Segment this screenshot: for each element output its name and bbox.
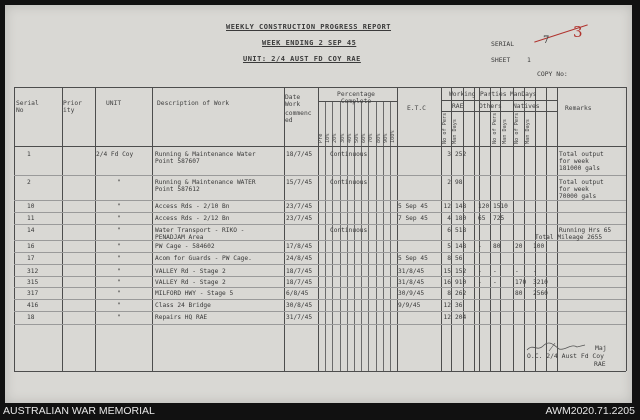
pct-subheader: 90% bbox=[382, 133, 389, 143]
row-divider bbox=[14, 324, 626, 325]
row-others-pers: 65 bbox=[478, 215, 486, 222]
row-etc: 31/8/45 bbox=[398, 268, 425, 275]
grid-vline bbox=[397, 87, 398, 371]
grid-vline bbox=[490, 87, 491, 371]
row-rae-pers: 6 bbox=[447, 227, 451, 234]
row-rae-mandays: 518 bbox=[455, 227, 467, 234]
sheet-label: SHEET bbox=[491, 56, 511, 64]
grid-hline bbox=[14, 87, 626, 88]
row-description: MILFORD HWY - Stage 5 bbox=[155, 290, 234, 297]
row-rae-pers: 12 bbox=[443, 203, 451, 210]
row-etc: 31/8/45 bbox=[398, 279, 425, 286]
document-sheet bbox=[5, 5, 632, 403]
header-date-work: Date Work bbox=[285, 94, 301, 108]
row-divider bbox=[14, 224, 626, 225]
row-serial: 11 bbox=[27, 215, 35, 222]
row-etc: 5 Sep 45 bbox=[398, 255, 428, 262]
header-date-commenced: commenc ed bbox=[285, 110, 312, 124]
row-date-commenced: 31/7/45 bbox=[286, 314, 313, 321]
row-serial: 14 bbox=[27, 227, 35, 234]
row-unit: " bbox=[117, 302, 121, 309]
row-description: Acom for Guards - PW Cage. bbox=[155, 255, 252, 262]
row-date-commenced: 23/7/45 bbox=[286, 215, 313, 222]
row-others-mandays: - bbox=[493, 268, 497, 275]
row-rae-pers: 8 bbox=[447, 290, 451, 297]
workforce-subheader: No of Pers bbox=[514, 112, 520, 144]
row-natives-mandays: 100 bbox=[533, 243, 545, 250]
row-remarks: Total output bbox=[559, 179, 604, 186]
row-rae-pers: 12 bbox=[443, 302, 451, 309]
header-percentage: Percentage Complete bbox=[337, 91, 375, 105]
header-description: Description of Work bbox=[157, 100, 230, 107]
row-rae-mandays: 910 bbox=[455, 279, 467, 286]
row-rae-pers: 3 bbox=[447, 151, 451, 158]
row-natives-mandays: 2560 bbox=[533, 290, 548, 297]
row-serial: 17 bbox=[27, 255, 35, 262]
row-description: Access Rds - 2/10 Bn bbox=[155, 203, 230, 210]
row-remarks: 70000 gals bbox=[559, 193, 597, 200]
row-unit: " bbox=[117, 243, 121, 250]
row-natives-pers: - bbox=[515, 268, 519, 275]
pct-subheader: 20% bbox=[332, 133, 339, 143]
row-rae-mandays: 148 bbox=[455, 203, 467, 210]
row-rae-mandays: 252 bbox=[455, 151, 467, 158]
row-description: Point 587612 bbox=[155, 186, 200, 193]
row-unit: " bbox=[117, 227, 121, 234]
row-unit: " bbox=[117, 255, 121, 262]
row-rae-pers: 15 bbox=[443, 268, 451, 275]
workforce-subheader: Man Days bbox=[525, 119, 531, 144]
pct-subheader: 10% bbox=[325, 133, 332, 143]
row-divider bbox=[14, 252, 626, 253]
signature-title: O.C. 2/4 Aust Fd Coy bbox=[527, 352, 604, 360]
row-description: Point 587607 bbox=[155, 158, 200, 165]
row-remarks: Total output bbox=[559, 151, 604, 158]
row-rae-mandays: 152 bbox=[455, 268, 467, 275]
pct-subheader: 70% bbox=[368, 133, 375, 143]
row-others-pers: 120 bbox=[478, 203, 490, 210]
header-rae: RAE bbox=[452, 103, 464, 110]
row-divider bbox=[14, 175, 626, 176]
row-others-mandays: 725 bbox=[493, 215, 505, 222]
row-natives-pers: 20 bbox=[515, 243, 523, 250]
row-serial: 1 bbox=[27, 151, 31, 158]
row-natives-mandays: 3210 bbox=[533, 279, 548, 286]
grid-hline bbox=[14, 371, 626, 372]
row-unit: " bbox=[117, 314, 121, 321]
row-divider bbox=[14, 200, 626, 201]
row-description: VALLEY Rd - Stage 2 bbox=[155, 279, 226, 286]
pct-subheader: Pre bbox=[318, 133, 324, 143]
row-etc: 9/9/45 bbox=[398, 302, 421, 309]
row-divider bbox=[14, 299, 626, 300]
row-remarks: 181000 gals bbox=[559, 165, 600, 172]
report-title: WEEKLY CONSTRUCTION PROGRESS REPORT bbox=[226, 23, 392, 31]
row-rae-mandays: 36 bbox=[455, 302, 463, 309]
row-natives-mandays: - bbox=[533, 268, 537, 275]
row-etc: 5 Sep 45 bbox=[398, 203, 428, 210]
row-serial: 16 bbox=[27, 243, 35, 250]
pct-subheader: 100% bbox=[390, 130, 396, 143]
row-rae-pers: 16 bbox=[443, 279, 451, 286]
row-description: Running & Maintenance Water bbox=[155, 151, 256, 158]
row-percentage: Continuous bbox=[330, 179, 368, 186]
signature-rank: Maj bbox=[595, 344, 607, 352]
row-remarks: Total Mileage 2655 bbox=[535, 234, 603, 241]
row-rae-mandays: 98 bbox=[455, 179, 463, 186]
serial-value: 7 bbox=[543, 35, 550, 46]
week-ending: WEEK ENDING 2 SEP 45 bbox=[262, 39, 357, 47]
row-rae-pers: 4 bbox=[447, 215, 451, 222]
row-remarks: for week bbox=[559, 186, 589, 193]
row-others-pers: - bbox=[478, 279, 482, 286]
grid-vline bbox=[535, 87, 536, 371]
header-parties: Parties bbox=[480, 91, 507, 98]
row-others-mandays: 1510 bbox=[493, 203, 508, 210]
row-divider bbox=[14, 287, 626, 288]
row-unit: " bbox=[117, 268, 121, 275]
grid-vline bbox=[474, 87, 475, 371]
row-rae-mandays: 262 bbox=[455, 290, 467, 297]
grid-hline bbox=[441, 111, 557, 112]
row-date-commenced: 18/7/45 bbox=[286, 268, 313, 275]
row-date-commenced: 6/8/45 bbox=[286, 290, 309, 297]
serial-label: SERIAL bbox=[491, 40, 515, 48]
pct-subheader: 80% bbox=[375, 133, 382, 143]
grid-vline bbox=[557, 87, 558, 371]
pct-subheader: 50% bbox=[354, 133, 360, 143]
row-divider bbox=[14, 264, 626, 265]
row-description: PW Cage - 584602 bbox=[155, 243, 215, 250]
row-description: VALLEY Rd - Stage 2 bbox=[155, 268, 226, 275]
grid-vline bbox=[62, 87, 63, 371]
row-date-commenced: 15/7/45 bbox=[286, 179, 313, 186]
grid-vline bbox=[284, 87, 285, 371]
row-others-mandays: 80 bbox=[493, 243, 501, 250]
row-rae-pers: 12 bbox=[443, 314, 451, 321]
grid-vline bbox=[14, 87, 15, 371]
row-natives-pers: 80 bbox=[515, 290, 523, 297]
archive-reference: AWM2020.71.2205 bbox=[545, 405, 635, 417]
row-serial: 317 bbox=[27, 290, 39, 297]
row-others-mandays: - bbox=[493, 279, 497, 286]
header-working: Working bbox=[449, 91, 476, 98]
row-serial: 416 bbox=[27, 302, 39, 309]
workforce-subheader: Man Days bbox=[502, 119, 508, 144]
row-rae-mandays: 148 bbox=[455, 243, 467, 250]
row-date-commenced: 30/8/45 bbox=[286, 302, 313, 309]
grid-vline bbox=[626, 87, 627, 371]
row-rae-pers: 8 bbox=[447, 255, 451, 262]
row-serial: 312 bbox=[27, 268, 39, 275]
grid-vline bbox=[546, 87, 547, 371]
row-serial: 10 bbox=[27, 203, 35, 210]
row-etc: 7 Sep 45 bbox=[398, 215, 428, 222]
grid-vline bbox=[500, 87, 501, 371]
header-natives: Natives bbox=[513, 103, 540, 110]
header-mandays: ManDays bbox=[510, 91, 537, 98]
row-percentage: Continuous bbox=[330, 151, 368, 158]
row-date-commenced: 18/7/45 bbox=[286, 279, 313, 286]
row-rae-mandays: 56 bbox=[455, 255, 463, 262]
workforce-subheader: No of Pers bbox=[442, 112, 448, 144]
row-serial: 2 bbox=[27, 179, 31, 186]
header-others: Others bbox=[479, 103, 502, 110]
row-date-commenced: 18/7/45 bbox=[286, 151, 313, 158]
grid-hline bbox=[441, 100, 557, 101]
row-etc: 30/9/45 bbox=[398, 290, 425, 297]
row-rae-mandays: 204 bbox=[455, 314, 467, 321]
workforce-subheader: Man Days bbox=[452, 119, 458, 144]
sheet-value: 1 bbox=[527, 56, 531, 64]
row-unit: " bbox=[117, 203, 121, 210]
row-rae-pers: 2 bbox=[447, 179, 451, 186]
header-remarks: Remarks bbox=[565, 105, 592, 112]
archive-footer bbox=[0, 403, 640, 420]
row-description: Repairs HQ RAE bbox=[155, 314, 208, 321]
row-date-commenced: 23/7/45 bbox=[286, 203, 313, 210]
grid-hline bbox=[14, 146, 626, 147]
grid-vline bbox=[95, 87, 96, 371]
archive-name: AUSTRALIAN WAR MEMORIAL bbox=[3, 405, 155, 417]
row-remarks: Running Hrs 65 bbox=[559, 227, 612, 234]
row-serial: 315 bbox=[27, 279, 39, 286]
row-percentage: Continuous bbox=[330, 227, 368, 234]
copy-number-label: COPY No: bbox=[537, 70, 568, 78]
row-description: Access Rds - 2/12 Bn bbox=[155, 215, 230, 222]
row-rae-pers: 5 bbox=[447, 243, 451, 250]
row-description: PENADJAM Area bbox=[155, 234, 204, 241]
row-date-commenced: 17/8/45 bbox=[286, 243, 313, 250]
header-etc: E.T.C bbox=[407, 105, 426, 112]
signature-unit: RAE bbox=[594, 360, 606, 368]
row-description: Class 24 Bridge bbox=[155, 302, 211, 309]
row-description: Water Transport - RIKO - bbox=[155, 227, 245, 234]
unit-name: UNIT: 2/4 AUST FD COY RAE bbox=[243, 55, 361, 63]
header-serial: Serial No bbox=[16, 100, 39, 114]
row-unit: 2/4 Fd Coy bbox=[96, 151, 134, 158]
workforce-subheader: No of Pers bbox=[492, 112, 498, 144]
header-priority: Prior ity bbox=[63, 100, 82, 114]
row-date-commenced: 24/8/45 bbox=[286, 255, 313, 262]
row-unit: " bbox=[117, 279, 121, 286]
header-unit: UNIT bbox=[106, 100, 122, 107]
red-handwritten-mark: 3 bbox=[573, 23, 583, 41]
row-natives-pers: 170 bbox=[515, 279, 527, 286]
row-unit: " bbox=[117, 179, 121, 186]
row-description: Running & Maintenance WATER bbox=[155, 179, 256, 186]
row-divider bbox=[14, 212, 626, 213]
pct-subheader: 40% bbox=[346, 133, 353, 143]
row-remarks: for week bbox=[559, 158, 589, 165]
row-divider bbox=[14, 276, 626, 277]
row-unit: " bbox=[117, 290, 121, 297]
row-unit: " bbox=[117, 215, 121, 222]
grid-vline bbox=[479, 87, 480, 371]
row-others-pers: - bbox=[478, 243, 482, 250]
pct-subheader: 30% bbox=[339, 133, 346, 143]
row-divider bbox=[14, 311, 626, 312]
row-rae-mandays: 180 bbox=[455, 215, 467, 222]
pct-subheader: 60% bbox=[361, 133, 368, 143]
row-others-pers: - bbox=[478, 268, 482, 275]
row-serial: 18 bbox=[27, 314, 35, 321]
grid-vline bbox=[152, 87, 153, 371]
